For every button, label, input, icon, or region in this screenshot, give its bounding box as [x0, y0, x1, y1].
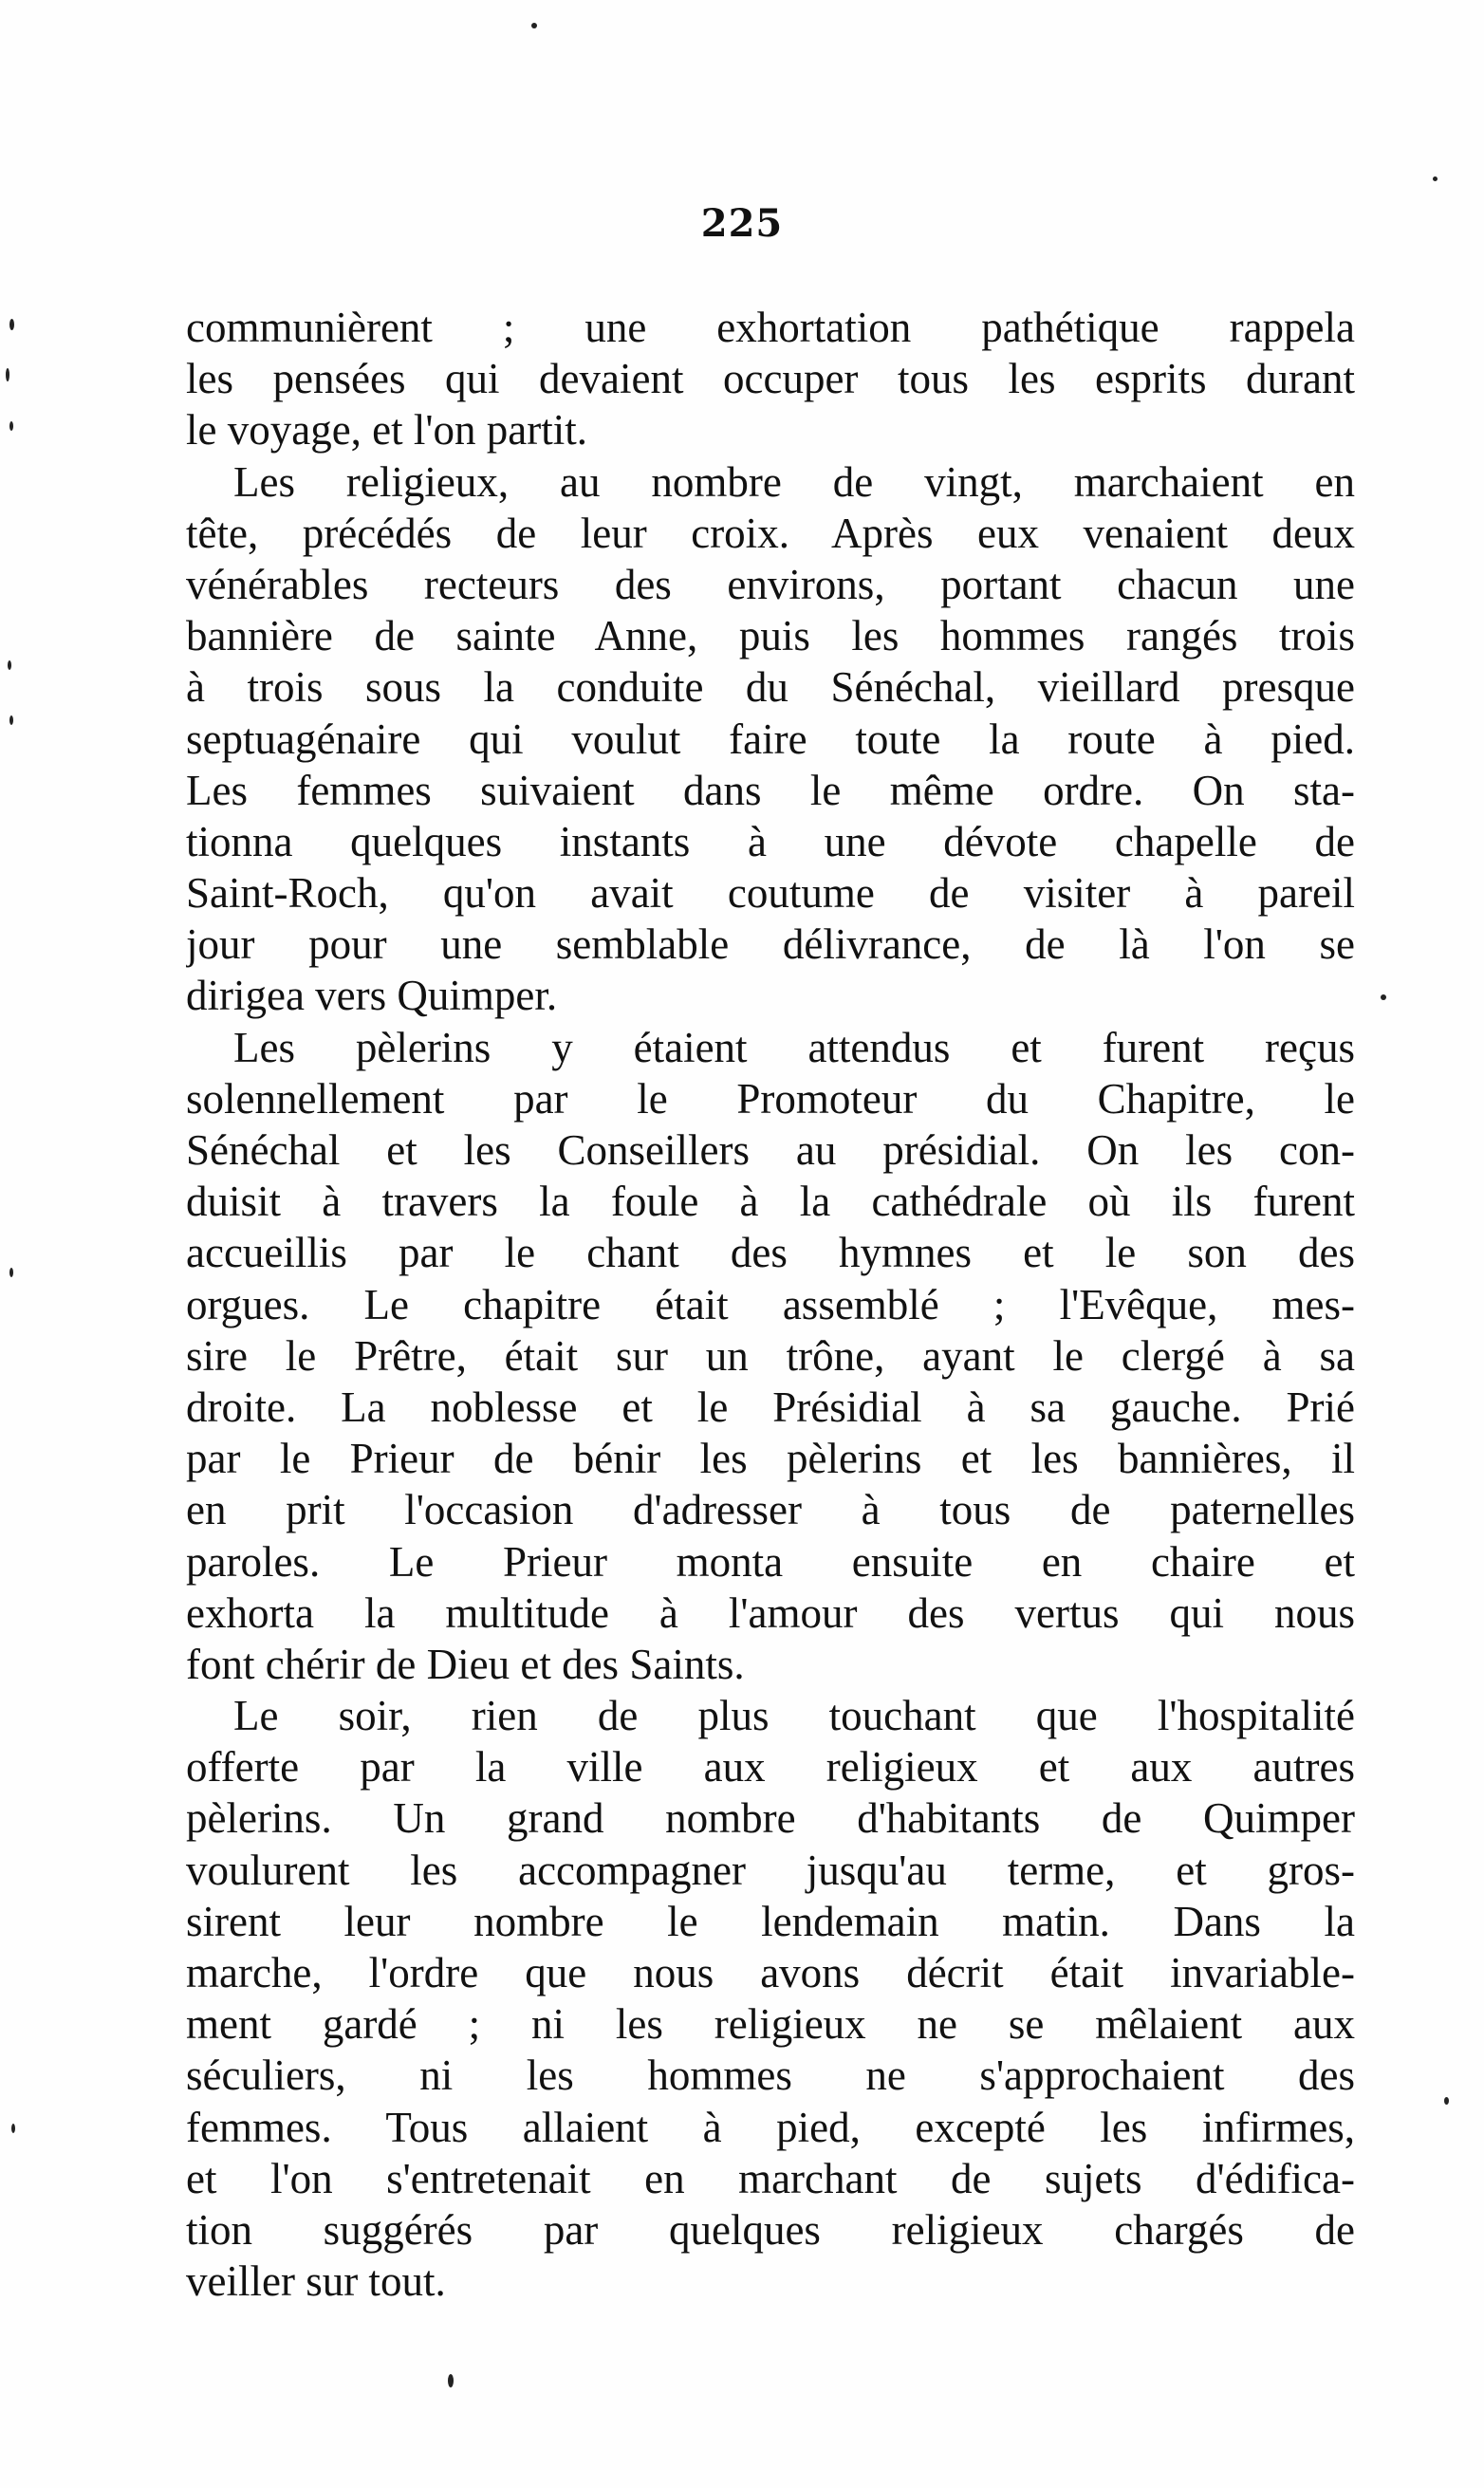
margin-speck	[1381, 994, 1386, 1000]
text-line: sire le Prêtre, était sur un trône, ayant le clergé à sa	[186, 1331, 1355, 1380]
text-line: Les religieux, au nombre de vingt, marchaient en	[233, 457, 1355, 506]
margin-speck	[6, 368, 9, 381]
text-line: font chérir de Dieu et des Saints.	[186, 1640, 745, 1688]
text-line: solennellement par le Promoteur du Chapitre, le	[186, 1074, 1355, 1123]
text-line: Le soir, rien de plus touchant que l'hospitalité	[233, 1692, 1355, 1740]
text-line: sirent leur nombre le lendemain matin. Dans la	[186, 1897, 1355, 1945]
page-number: 225	[700, 201, 784, 246]
text-line: communièrent ; une exhortation pathétique rappela	[186, 304, 1355, 351]
text-line: accueillis par le chant des hymnes et le son des	[186, 1229, 1355, 1277]
text-line: et l'on s'entretenait en marchant de sujets d'édifica-	[186, 2154, 1355, 2202]
text-line: dirigea vers Quimper.	[186, 972, 558, 1020]
text-line: par le Prieur de bénir les pèlerins et les bannières, il	[186, 1435, 1355, 1483]
margin-speck	[9, 715, 13, 725]
text-line: bannière de sainte Anne, puis les hommes rangés trois	[186, 612, 1355, 660]
text-line: duisit à travers la foule à la cathédrale où ils furent	[186, 1178, 1355, 1226]
margin-speck	[8, 660, 11, 670]
text-line: le voyage, et l'on partit.	[186, 406, 587, 455]
text-line: marche, l'ordre que nous avons décrit était invariable-	[186, 1949, 1355, 1996]
text-line: tionna quelques instants à une dévote chapelle de	[186, 817, 1355, 865]
text-line: pèlerins. Un grand nombre d'habitants de Quimper	[186, 1794, 1355, 1843]
margin-speck	[9, 319, 14, 330]
text-line: ment gardé ; ni les religieux ne se mêlaient aux	[186, 2000, 1355, 2049]
text-line: tion suggérés par quelques religieux chargés de	[186, 2205, 1355, 2254]
text-line: offerte par la ville aux religieux et aux autres	[186, 1743, 1355, 1792]
text-line: femmes. Tous allaient à pied, excepté les infirmes,	[186, 2103, 1355, 2151]
margin-speck	[448, 2374, 454, 2387]
margin-speck	[9, 421, 13, 431]
text-line: jour pour une semblable délivrance, de là l'on se	[186, 920, 1355, 969]
text-line: exhorta la multitude à l'amour des vertus qui nous	[186, 1588, 1355, 1637]
text-line: vénérables recteurs des environs, portant chacun une	[186, 560, 1355, 608]
text-line: droite. La noblesse et le Présidial à sa gauche. Prié	[186, 1383, 1355, 1431]
text-line: Les femmes suivaient dans le même ordre. On sta-	[186, 766, 1355, 814]
margin-speck	[1433, 176, 1438, 181]
body-text	[186, 302, 1355, 2307]
text-line: septuagénaire qui voulut faire toute la route à pied.	[186, 715, 1355, 763]
text-line: à trois sous la conduite du Sénéchal, vieillard presque	[186, 663, 1355, 712]
text-line: séculiers, ni les hommes ne s'approchaient des	[186, 2052, 1355, 2100]
text-line: Saint-Roch, qu'on avait coutume de visiter à pareil	[186, 869, 1355, 918]
text-line: Sénéchal et les Conseillers au présidial. On les con-	[186, 1126, 1355, 1174]
text-line: paroles. Le Prieur monta ensuite en chaire et	[186, 1537, 1355, 1586]
text-line: orgues. Le chapitre était assemblé ; l'Evêque, mes-	[186, 1280, 1355, 1328]
margin-speck	[11, 2124, 15, 2133]
text-line: les pensées qui devaient occuper tous les esprits durant	[186, 355, 1355, 403]
margin-speck	[9, 1268, 13, 1277]
text-line: en prit l'occasion d'adresser à tous de paternelles	[186, 1486, 1355, 1534]
margin-speck	[1444, 2097, 1449, 2105]
text-line: tête, précédés de leur croix. Après eux venaient deux	[186, 509, 1355, 557]
text-line: Les pèlerins y étaient attendus et furent reçus	[233, 1023, 1355, 1071]
text-line: veiller sur tout.	[186, 2257, 446, 2306]
margin-speck	[531, 23, 537, 28]
text-line: voulurent les accompagner jusqu'au terme, et gros-	[186, 1846, 1355, 1894]
